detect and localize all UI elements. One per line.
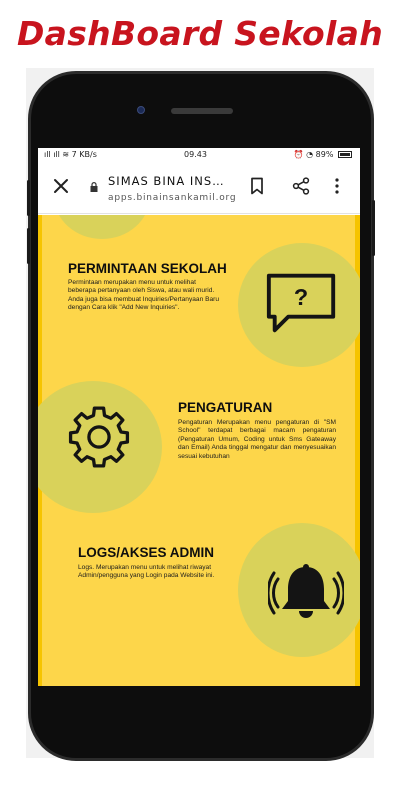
status-bar bbox=[38, 148, 360, 162]
dashboard-content bbox=[38, 215, 360, 686]
share-icon[interactable] bbox=[292, 177, 310, 195]
earpiece-speaker bbox=[171, 108, 233, 114]
question-chat-icon[interactable] bbox=[263, 269, 341, 337]
status-left: ıll ıll ≋ 7 KB/s bbox=[44, 150, 97, 159]
deco-circle-top bbox=[54, 215, 150, 239]
status-right-text: ⏰ ◔ 89% bbox=[293, 150, 334, 159]
section-title-pengaturan: PENGATURAN bbox=[178, 400, 273, 415]
phone-screen bbox=[38, 148, 360, 686]
volume-down-button bbox=[27, 228, 30, 264]
bell-ringing-icon[interactable] bbox=[268, 561, 344, 625]
bookmark-icon[interactable] bbox=[250, 177, 264, 195]
section-body-logs: Logs. Merupakan menu untuk melihat riwayat Admin/pengguna yang Login pada Website ini. bbox=[78, 564, 215, 580]
volume-up-button bbox=[27, 180, 30, 216]
svg-text:?: ? bbox=[293, 283, 309, 310]
section-title-logs: LOGS/AKSES ADMIN bbox=[78, 545, 215, 560]
status-time: 09.43 bbox=[184, 150, 207, 159]
status-right bbox=[294, 150, 352, 159]
lock-icon bbox=[90, 182, 98, 192]
section-body-pengaturan: Pengaturan Merupakan menu pengaturan di "SM School" terdapat berbagai macam pengaturan (Pengaturan Umum, Coding untuk Sms Gateaway dan Email) Anda tinggal mengatur dan menyesuaikan sesuai kebutuhan bbox=[178, 419, 336, 460]
gear-icon[interactable] bbox=[66, 404, 132, 470]
more-icon[interactable] bbox=[334, 177, 340, 195]
battery-icon bbox=[338, 151, 352, 158]
page-title[interactable]: SIMAS BINA INS… bbox=[108, 174, 225, 188]
close-icon[interactable] bbox=[50, 175, 72, 197]
section-title-permintaan: PERMINTAAN SEKOLAH bbox=[68, 261, 227, 276]
browser-toolbar bbox=[38, 162, 360, 214]
front-camera bbox=[137, 106, 145, 114]
page-domain[interactable]: apps.binainsankamil.org bbox=[108, 193, 237, 203]
section-body-permintaan: Permintaan merupakan menu untuk melihat beberapa pertanyaan oleh Siswa, atau wali murid. Anda juga bisa membuat Inquiries/Pertanyaan Baru dengan Cara klik "Add New Inquiries". bbox=[68, 279, 220, 312]
power-button bbox=[372, 200, 375, 256]
headline: DashBoard Sekolah bbox=[16, 14, 384, 53]
